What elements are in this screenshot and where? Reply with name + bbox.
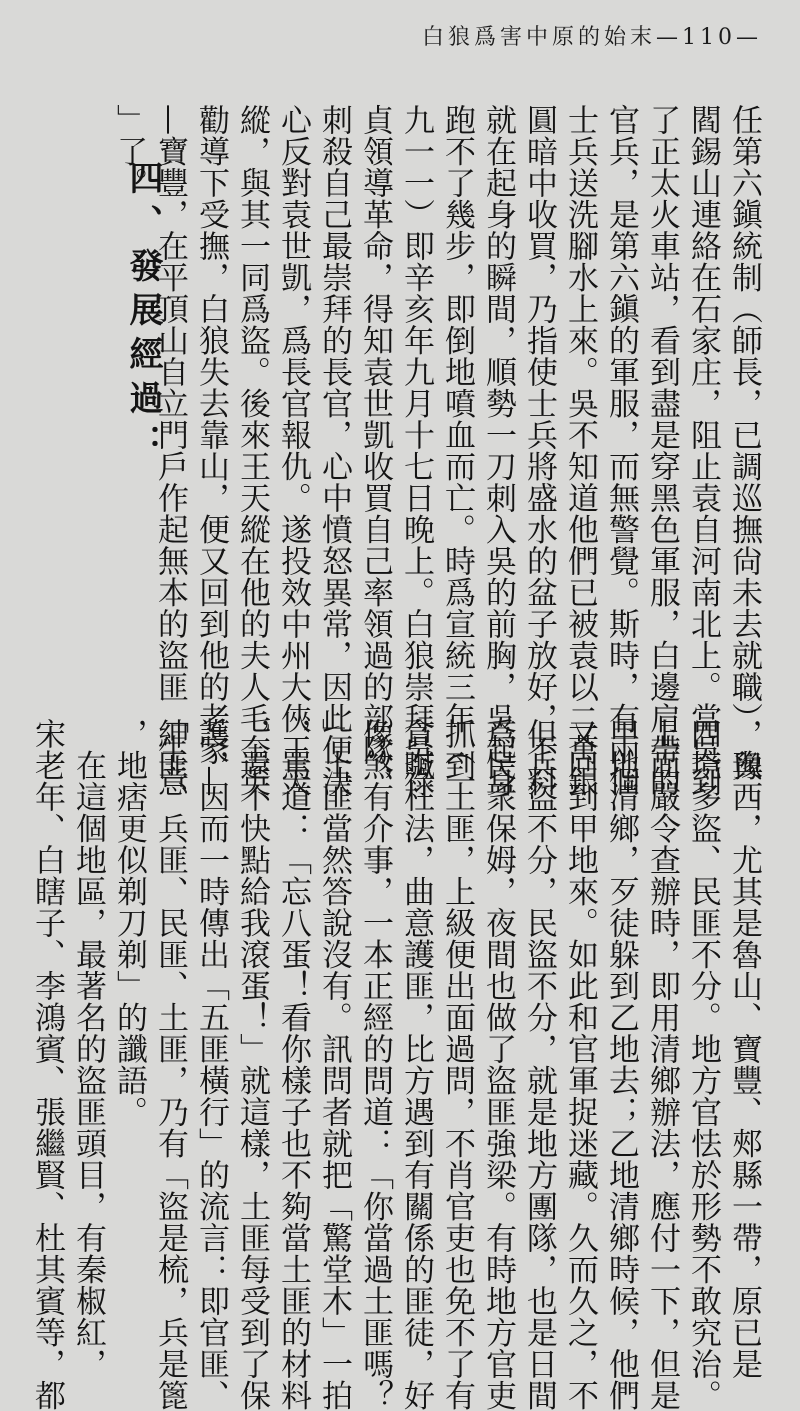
text-column: 勸導下受撫，白狼失去靠山，便又回到他的老家— bbox=[193, 104, 229, 797]
text-column: 了正太火車站，看到盡是穿黑色軍服，白邊肩帶的 bbox=[644, 104, 680, 797]
text-column: 豫西，尤其是魯山、寶豐、郟縣一帶，原已是 bbox=[726, 718, 762, 1380]
text-column: 」土匪當然答說沒有。訊問者就把「驚堂木」一拍 bbox=[316, 718, 352, 1411]
text-column: 就在起身的瞬間，順勢一刀刺入吳的前胸，吳起身 bbox=[480, 104, 516, 797]
text-column: 官兵，是第六鎭的軍服，而無警覺。斯時，有兩個 bbox=[603, 104, 639, 797]
text-column: 心反對袁世凱，爲長官報仇。遂投效中州大俠王天 bbox=[275, 104, 311, 797]
text-column: 又回到甲地來。如此和官軍捉迷藏。久而久之，不 bbox=[562, 718, 598, 1411]
text-column: —寶豐，在平頂山自立門戶作起無本的盜匪「生意 bbox=[152, 104, 188, 797]
text-column: ，地痞更似剃刀剃」的讖語。 bbox=[111, 718, 147, 1128]
text-column: 士兵送洗腳水上來。吳不知道他們已被袁以二萬銀 bbox=[562, 104, 598, 797]
text-column: 縱，與其一同爲盜。後來王天縱在他的夫人毛奎英 bbox=[234, 104, 270, 797]
text-column: 在這個地區，最著名的盜匪頭目，有秦椒紅， bbox=[70, 718, 106, 1380]
text-column: 」了。 bbox=[111, 104, 147, 199]
text-column: 護，因而一時傳出「五匪橫行」的流言：即官匪、 bbox=[193, 718, 229, 1411]
text-column: 爲民衆保姆，夜間也做了盜匪強梁。有時地方官吏 bbox=[480, 718, 516, 1411]
text-column: 抓到土匪，上級便出面過問，不肖官吏也免不了有 bbox=[439, 718, 475, 1411]
text-column: 九一一）即辛亥年九月十七日晚上。白狼崇拜吳祿 bbox=[398, 104, 434, 797]
bottom-text-block bbox=[0, 718, 764, 1411]
running-header: 白狼爲害中原的始末—110— bbox=[422, 25, 762, 50]
text-column: 任第六鎭統制（師長，已調巡撫尙未去就職），與 bbox=[726, 104, 762, 782]
text-column: 貞領導革命，得知袁世凱收買自己率領過的部隊， bbox=[357, 104, 393, 797]
text-column: 但兵盜不分，民盜不分，就是地方團隊，也是日間 bbox=[521, 718, 557, 1411]
text-column: 閻錫山連絡在石家庄，阻止袁自河南北上。當吳到 bbox=[685, 104, 721, 797]
text-column: 宋老年、白瞎子、李鴻賓、張繼賢、杜其賓等，都 bbox=[29, 718, 65, 1411]
section-heading: 四、發展經過： bbox=[123, 160, 163, 468]
text-column: 四境多盜、民匪不分。地方官怯於形勢不敢究治。 bbox=[685, 718, 721, 1411]
text-column: 貪贓枉法，曲意護匪，比方遇到有關係的匪徒，好 bbox=[398, 718, 434, 1411]
text-column: 甲地清鄉，歹徒躲到乙地去；乙地清鄉時候，他們 bbox=[603, 718, 639, 1411]
top-text-block bbox=[111, 104, 764, 797]
text-column: 像煞有介事，一本正經的問道：「你當過土匪嗎？ bbox=[357, 718, 393, 1411]
text-column: ，罵道：「忘八蛋！看你樣子也不夠當土匪的材料 bbox=[275, 718, 311, 1411]
text-column: 跑不了幾步，即倒地噴血而亡。時爲宣統三年（一 bbox=[439, 104, 475, 797]
text-column: 圓暗中收買，乃指使士兵將盛水的盆子放好，不料 bbox=[521, 104, 557, 797]
text-column: 刺殺自己最崇拜的長官，心中憤怒異常，因此便決 bbox=[316, 104, 352, 797]
text-column: 紳匪、兵匪、民匪、土匪，乃有「盜是梳，兵是篦 bbox=[152, 718, 188, 1411]
text-column: 上面嚴令查辦時，即用清鄉辦法，應付一下，但是 bbox=[644, 718, 680, 1411]
text-column: ，還不快點給我滾蛋！」就這樣，土匪每受到了保 bbox=[234, 718, 270, 1411]
